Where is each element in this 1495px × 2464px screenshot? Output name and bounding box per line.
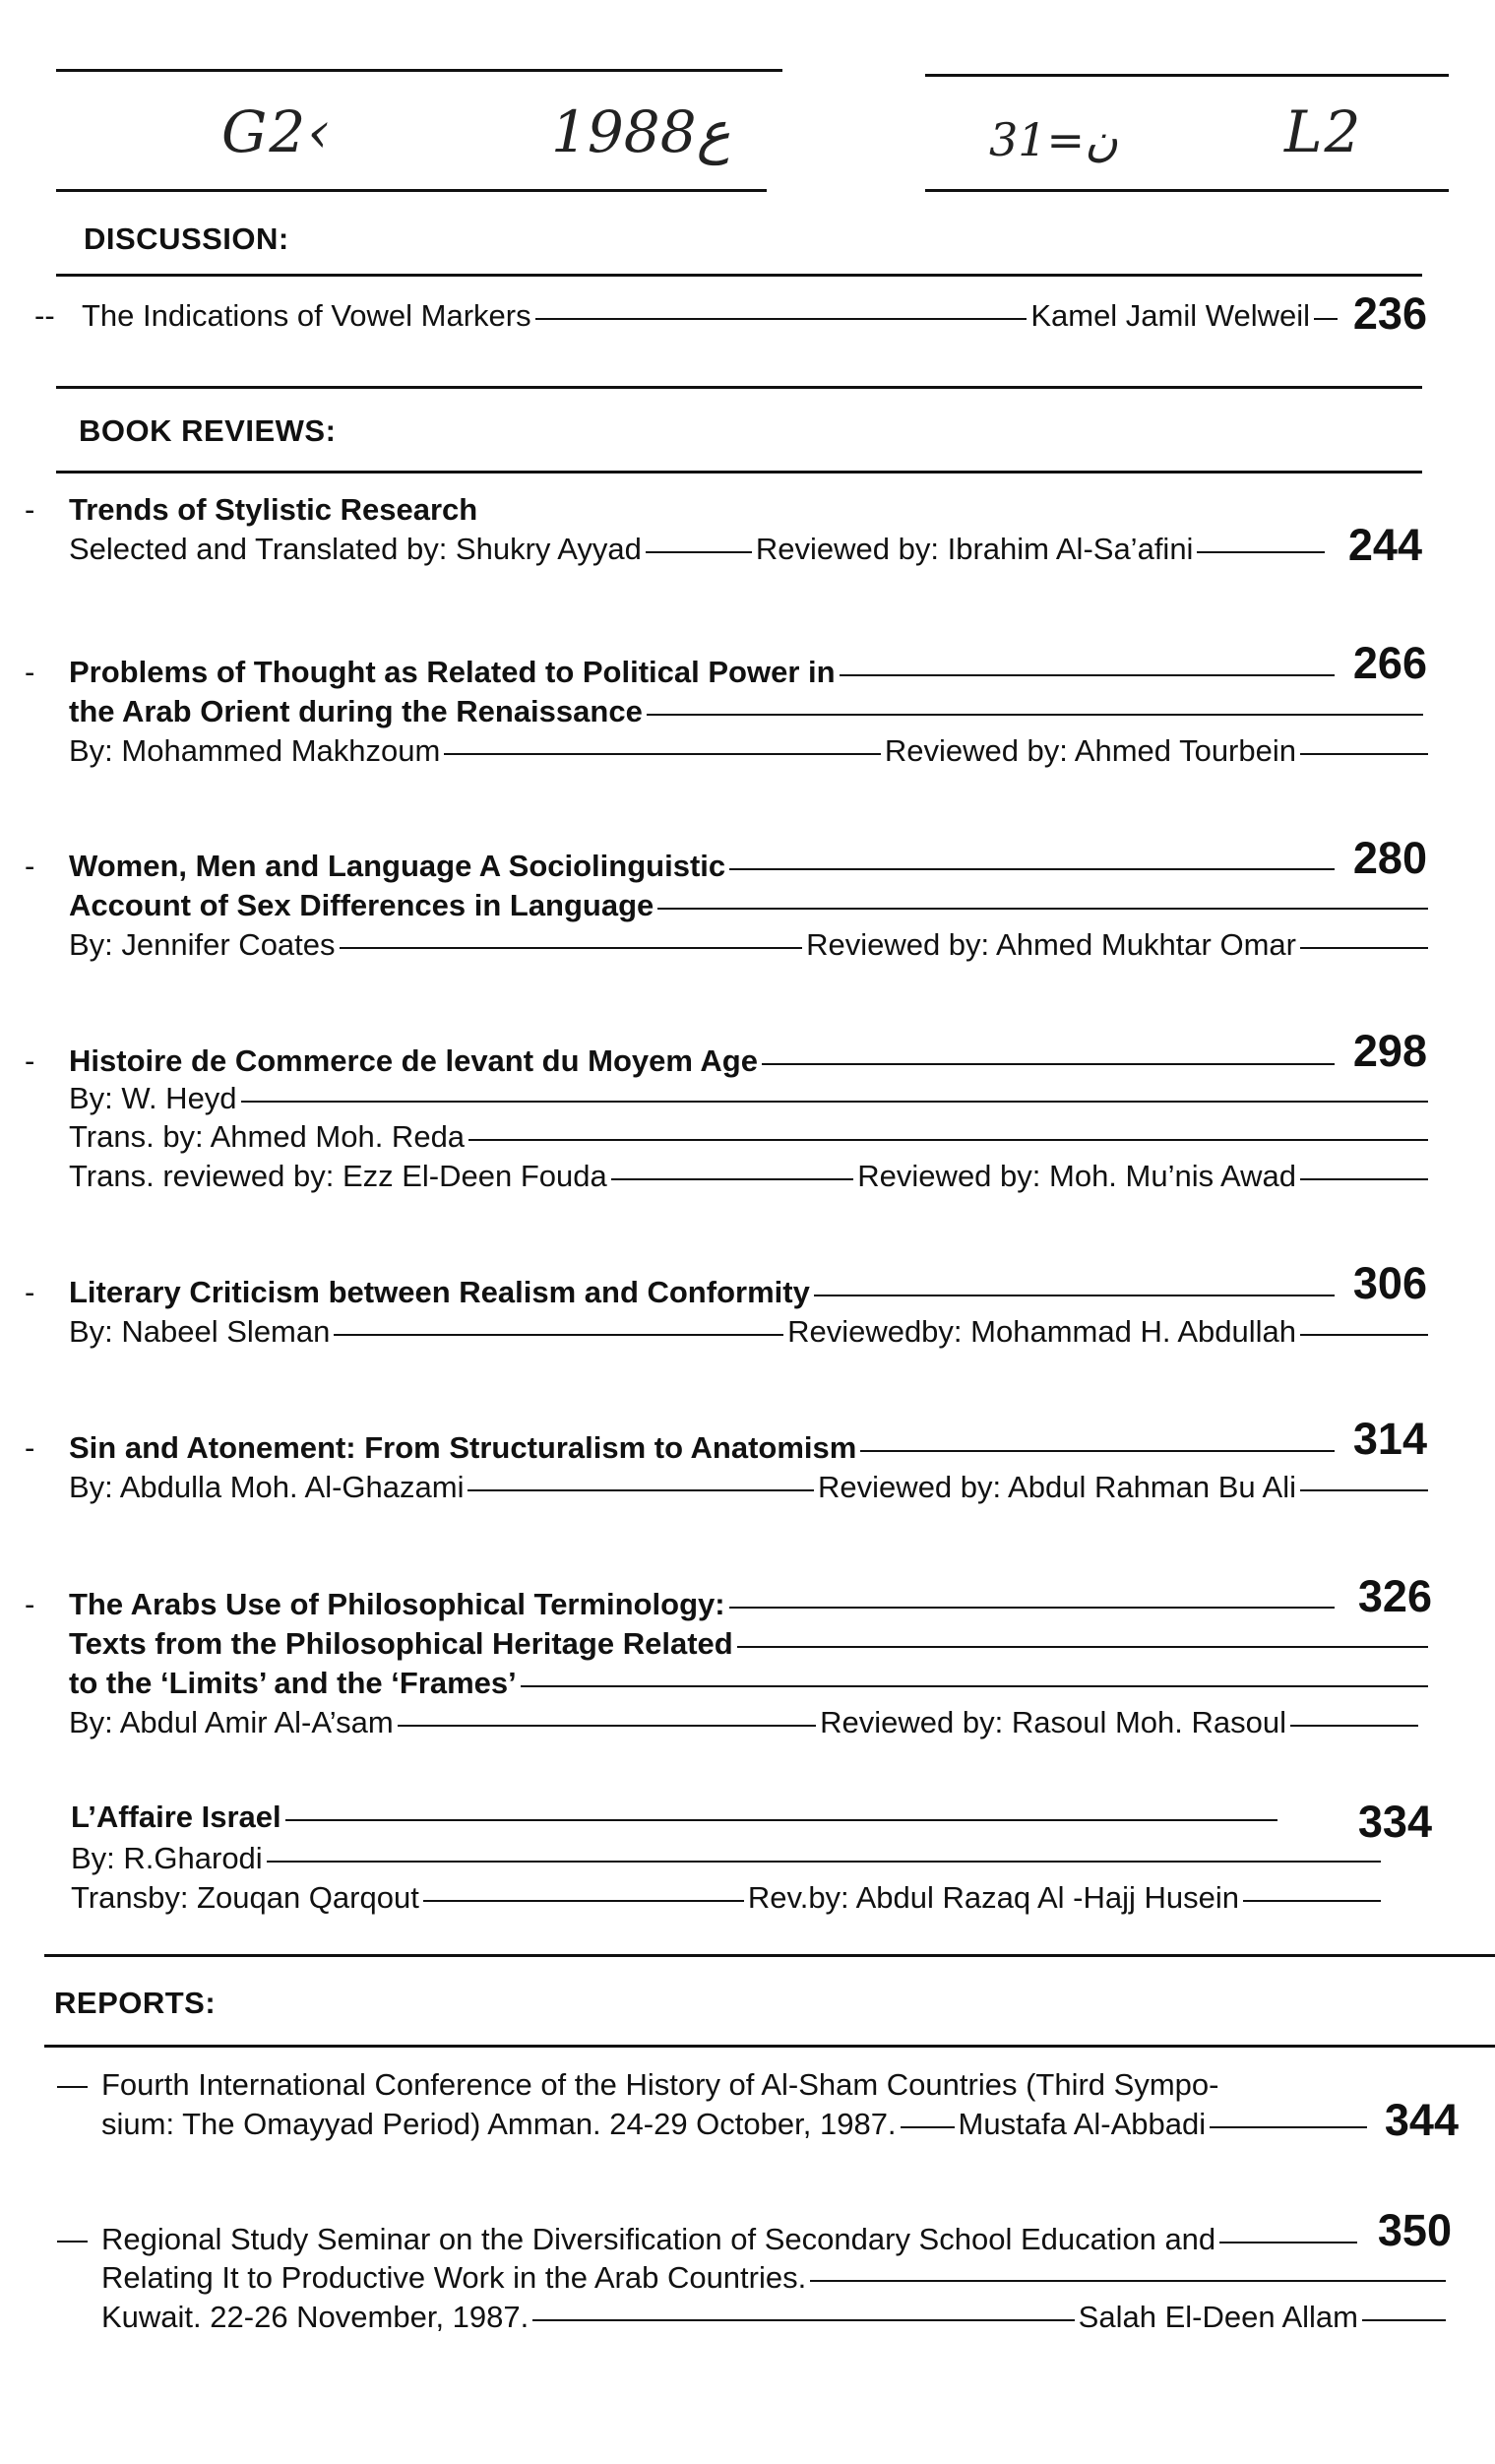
leader-line xyxy=(1243,1900,1381,1902)
review-title: Trends of Stylistic Research xyxy=(69,492,478,527)
review-marker: - xyxy=(25,655,35,689)
discussion-item-author: Kamel Jamil Welweil xyxy=(1030,298,1310,333)
leader-line xyxy=(521,1685,1428,1687)
leader-line xyxy=(334,1334,783,1336)
review-credits xyxy=(69,733,1432,769)
review-page: 298 xyxy=(1352,1026,1427,1076)
review-credits xyxy=(69,532,1329,567)
review-marker: - xyxy=(25,492,35,527)
leader-line xyxy=(646,551,752,553)
handwritten-year: ع1988 xyxy=(551,98,731,165)
leader-line xyxy=(901,2126,955,2128)
review-page: 326 xyxy=(1357,1571,1432,1621)
handwritten-shelf-mark: G2‹ xyxy=(221,98,333,165)
leader-line xyxy=(1300,1489,1428,1491)
handwritten-issue-number: ن=31 xyxy=(989,113,1118,166)
leader-line xyxy=(647,714,1423,716)
leader-line xyxy=(814,1295,1335,1296)
review-page: 244 xyxy=(1347,520,1422,570)
review-title: Histoire de Commerce de levant du Moyem Age xyxy=(69,1043,1339,1079)
book-reviews-rule xyxy=(56,471,1422,474)
review-page: 266 xyxy=(1352,638,1427,688)
report-title: Kuwait. 22-26 November, 1987. Salah El-Deen Allam xyxy=(101,2300,1450,2335)
report-title: Fourth International Conference of the History of Al-Sham Countries (Third Sympo- xyxy=(101,2067,1219,2102)
review-title: Account of Sex Differences in Language xyxy=(69,888,1432,923)
review-title: Women, Men and Language A Sociolinguistic xyxy=(69,849,1339,884)
review-author: By: Mohammed Makhzoum xyxy=(69,733,441,768)
review-title: Texts from the Philosophical Heritage Related xyxy=(69,1626,1432,1662)
leader-line xyxy=(340,947,803,949)
review-reviewer: Reviewed by: Ahmed Tourbein xyxy=(884,733,1296,768)
leader-line xyxy=(1300,947,1428,949)
review-reviewer: Reviewed by: Ahmed Mukhtar Omar xyxy=(806,927,1296,962)
review-page: 334 xyxy=(1357,1797,1432,1847)
header-rule-right-top xyxy=(925,74,1449,77)
leader-line xyxy=(729,868,1335,870)
review-author: By: Nabeel Sleman xyxy=(69,1314,331,1349)
review-author: By: Jennifer Coates xyxy=(69,927,336,962)
leader-line xyxy=(1290,1725,1418,1727)
leader-line xyxy=(267,1861,1381,1863)
review-credits xyxy=(71,1841,1385,1876)
review-title: Literary Criticism between Realism and Conformity xyxy=(69,1275,1339,1310)
leader-line xyxy=(1219,2242,1357,2243)
leader-line xyxy=(1300,1334,1428,1336)
handwritten-corner-note: L2 xyxy=(1284,98,1363,165)
leader-line xyxy=(467,1489,814,1491)
discussion-item-page: 236 xyxy=(1352,288,1427,339)
review-marker: - xyxy=(25,1275,35,1309)
discussion-item-title: The Indications of Vowel Markers xyxy=(82,298,531,333)
review-title: The Arabs Use of Philosophical Terminology: xyxy=(69,1587,1339,1622)
review-marker: - xyxy=(25,1587,35,1621)
review-marker: - xyxy=(25,1430,35,1465)
leader-line xyxy=(398,1725,817,1727)
report-title: Regional Study Seminar on the Diversification of Secondary School Education and xyxy=(101,2222,1361,2257)
review-credits xyxy=(71,1880,1385,1916)
leader-line xyxy=(762,1063,1335,1065)
leader-line xyxy=(729,1607,1335,1609)
report-page: 344 xyxy=(1384,2095,1459,2145)
leader-line xyxy=(1197,551,1325,553)
leader-line xyxy=(657,908,1428,910)
leader-line xyxy=(468,1139,1428,1141)
leader-line xyxy=(860,1450,1335,1452)
leader-line xyxy=(285,1819,1277,1821)
header-rule-right-bottom xyxy=(925,189,1449,192)
review-credits xyxy=(69,1705,1422,1740)
leader-line xyxy=(444,753,881,755)
leader-line xyxy=(810,2280,1446,2282)
review-credits xyxy=(69,1119,1432,1155)
review-reviewer: Reviewed by: Ibrahim Al-Sa’afini xyxy=(755,532,1194,566)
review-reviewer: Rev.by: Abdul Razaq Al -Hajj Husein xyxy=(747,1880,1239,1915)
review-translation-reviewer: Trans. reviewed by: Ezz El-Deen Fouda xyxy=(69,1159,607,1193)
leader-line xyxy=(241,1101,1428,1103)
book-reviews-rule-bottom xyxy=(44,1954,1495,1957)
report-page: 350 xyxy=(1377,2205,1452,2255)
review-translator: Trans. by: Ahmed Moh. Reda xyxy=(69,1119,466,1154)
report-marker: — xyxy=(57,2067,88,2102)
leader-line xyxy=(737,1646,1428,1648)
review-credits xyxy=(69,1081,1432,1116)
review-title: Sin and Atonement: From Structuralism to Anatomism xyxy=(69,1430,1339,1466)
review-page: 314 xyxy=(1352,1414,1427,1464)
leader-line xyxy=(1300,753,1428,755)
report-title: sium: The Omayyad Period) Amman. 24-29 October, 1987. Mustafa Al-Abbadi xyxy=(101,2107,1371,2142)
leader-line xyxy=(1300,1178,1428,1180)
review-title: L’Affaire Israel xyxy=(71,1800,1281,1835)
review-translator: Transby: Zouqan Qarqout xyxy=(71,1880,419,1915)
report-author: Salah El-Deen Allam xyxy=(1078,2300,1358,2334)
discussion-heading: DISCUSSION: xyxy=(84,221,289,256)
leader-line xyxy=(840,674,1335,676)
leader-line xyxy=(611,1178,854,1180)
review-marker: - xyxy=(25,849,35,883)
review-reviewer: Reviewedby: Mohammad H. Abdullah xyxy=(787,1314,1296,1349)
review-author: By: Abdul Amir Al-A’sam xyxy=(69,1705,394,1739)
report-author: Mustafa Al-Abbadi xyxy=(958,2107,1207,2141)
review-title: Problems of Thought as Related to Political Power in xyxy=(69,655,1339,690)
leader-line xyxy=(423,1900,744,1902)
review-reviewer: Reviewed by: Rasoul Moh. Rasoul xyxy=(820,1705,1286,1739)
review-reviewer: Reviewed by: Abdul Rahman Bu Ali xyxy=(818,1470,1296,1504)
reports-heading: REPORTS: xyxy=(54,1986,217,2020)
review-title: the Arab Orient during the Renaissance xyxy=(69,694,1427,729)
leader-line xyxy=(1362,2319,1446,2321)
leader-line xyxy=(532,2319,1074,2321)
header-rule-left-top xyxy=(56,69,782,72)
review-marker: - xyxy=(25,1043,35,1078)
header-rule-left-bottom xyxy=(56,189,767,192)
review-credits xyxy=(69,1470,1432,1505)
leader-line xyxy=(1210,2126,1367,2128)
review-credits xyxy=(69,927,1432,963)
reports-rule xyxy=(44,2045,1495,2048)
review-author: Selected and Translated by: Shukry Ayyad xyxy=(69,532,642,566)
leader-line xyxy=(535,318,1028,320)
review-credits xyxy=(69,1159,1432,1194)
discussion-rule-bottom xyxy=(56,386,1422,389)
review-author: By: Abdulla Moh. Al-Ghazami xyxy=(69,1470,465,1504)
review-reviewer: Reviewed by: Moh. Mu’nis Awad xyxy=(857,1159,1296,1193)
discussion-item xyxy=(82,298,1341,334)
review-page: 306 xyxy=(1352,1258,1427,1308)
review-title: to the ‘Limits’ and the ‘Frames’ xyxy=(69,1666,1432,1701)
report-marker: — xyxy=(57,2222,88,2256)
book-reviews-heading: BOOK REVIEWS: xyxy=(79,413,337,448)
discussion-item-marker: -- xyxy=(34,298,55,333)
discussion-rule-top xyxy=(56,274,1422,277)
review-author: By: W. Heyd xyxy=(69,1081,237,1115)
review-page: 280 xyxy=(1352,833,1427,883)
review-author: By: R.Gharodi xyxy=(71,1841,263,1875)
review-credits xyxy=(69,1314,1432,1350)
report-title: Relating It to Productive Work in the Arab Countries. xyxy=(101,2260,1450,2296)
